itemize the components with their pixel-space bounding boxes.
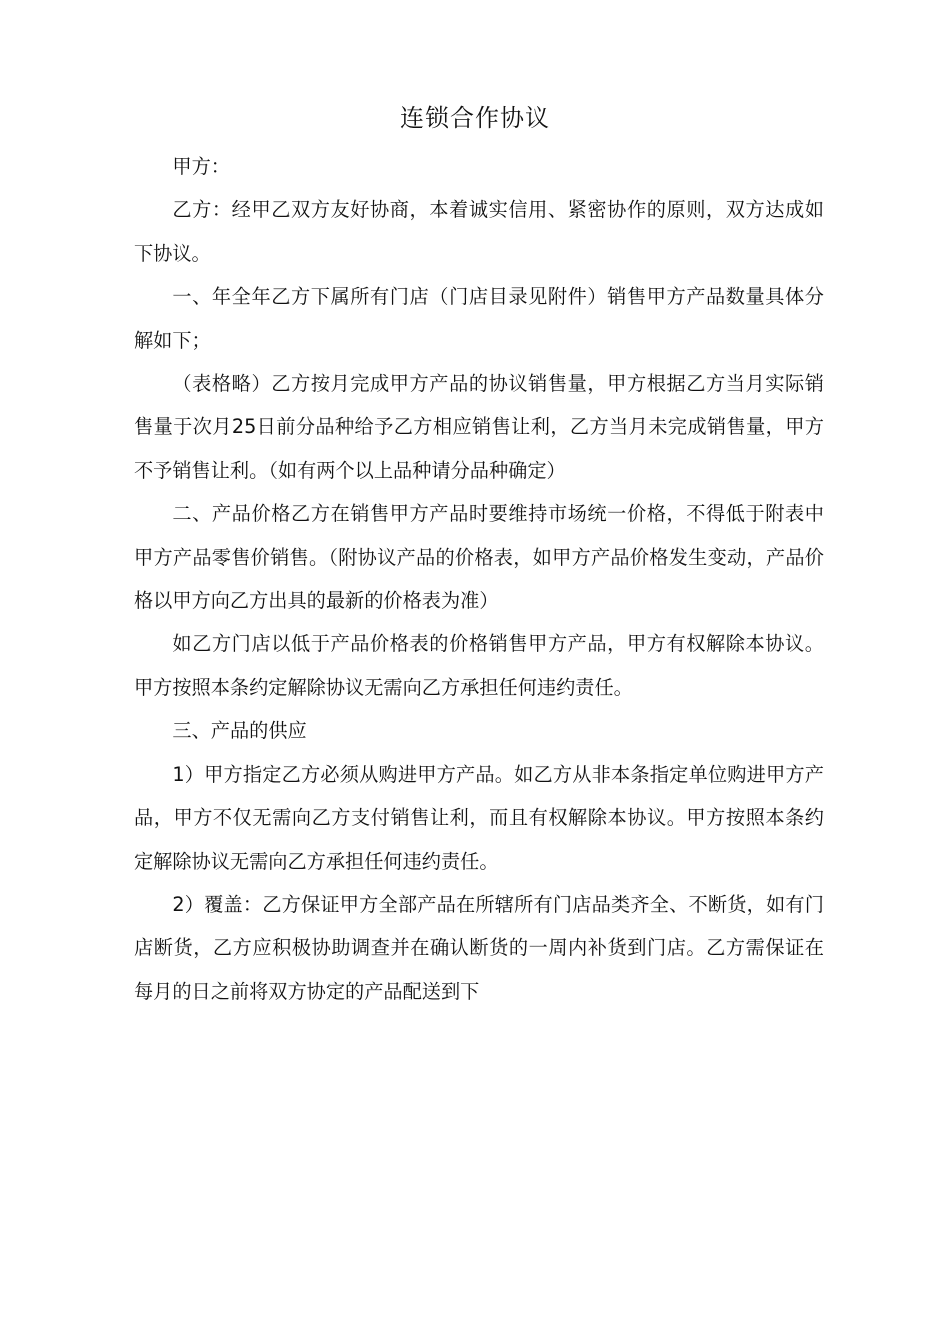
party-b-intro-paragraph: 乙方：经甲乙双方友好协商，本着诚实信用、紧密协作的原则，双方达成如下协议。 [134, 198, 824, 265]
document-title: 连锁合作协议 [400, 104, 550, 132]
clause-3-item-2-paragraph: 2）覆盖：乙方保证甲方全部产品在所辖所有门店品类齐全、不断货，如有门店断货，乙方应积极协助调查并在确认断货的一周内补货到门店。乙方需保证在每月的日之前将双方协定的产品配送到下 [134, 892, 824, 1003]
clause-3-heading: 三、产品的供应 [172, 719, 307, 743]
clause-1-detail-paragraph: （表格略）乙方按月完成甲方产品的协议销售量，甲方根据乙方当月实际销售量于次月25日前分品种给予乙方相应销售让利，乙方当月未完成销售量，甲方不予销售让利。（如有两个以上品种请分品种确定） [134, 372, 824, 482]
party-a-line: 甲方： [172, 155, 230, 178]
clause-2-termination-paragraph: 如乙方门店以低于产品价格表的价格销售甲方产品，甲方有权解除本协议。甲方按照本条约定解除协议无需向乙方承担任何违约责任。 [134, 632, 824, 699]
document-body [134, 145, 824, 1013]
clause-1-paragraph: 一、年全年乙方下属所有门店（门店目录见附件）销售甲方产品数量具体分解如下； [134, 285, 824, 352]
clause-3-item-1-paragraph: 1）甲方指定乙方必须从购进甲方产品。如乙方从非本条指定单位购进甲方产品，甲方不仅无需向乙方支付销售让利，而且有权解除本协议。甲方按照本条约定解除协议无需向乙方承担任何违约责任。 [134, 762, 824, 873]
clause-2-paragraph: 二、产品价格乙方在销售甲方产品时要维持市场统一价格，不得低于附表中甲方产品零售价销售。（附协议产品的价格表，如甲方产品价格发生变动，产品价格以甲方向乙方出具的最新的价格表为准） [134, 502, 824, 613]
